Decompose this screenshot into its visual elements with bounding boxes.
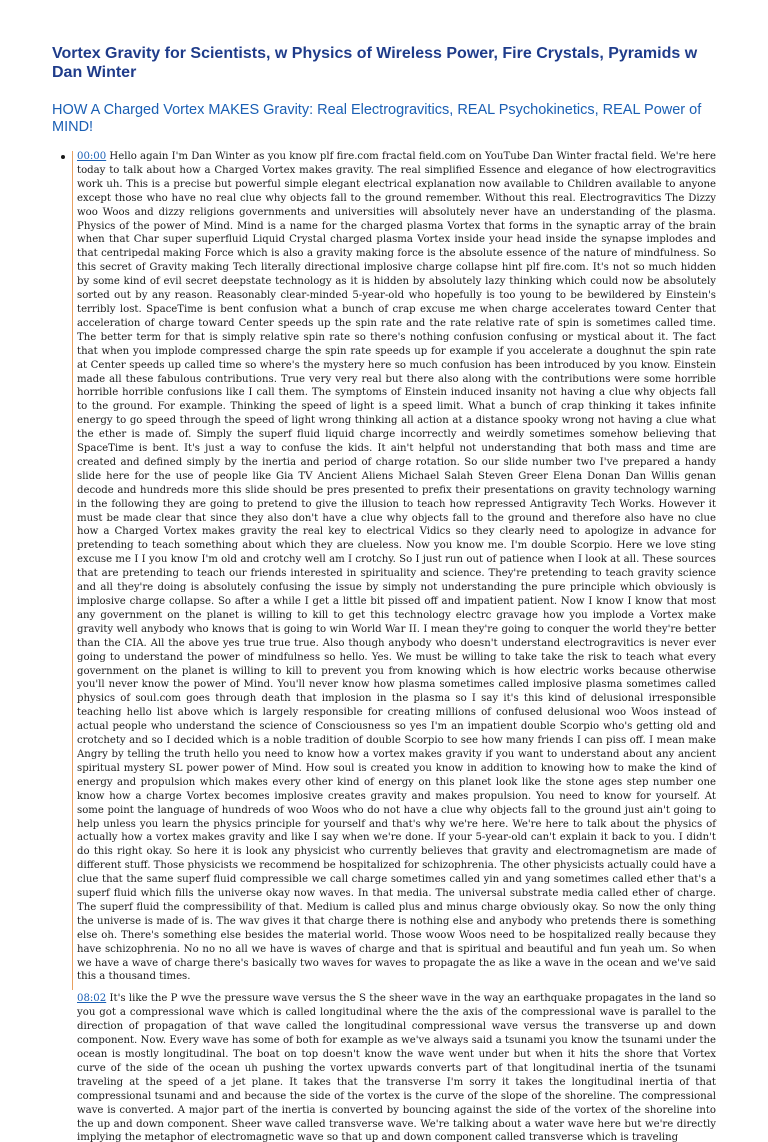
transcript-segment <box>74 992 716 1142</box>
page-title: Vortex Gravity for Scientists, w Physics of Wireless Power, Fire Crystals, Pyramids w Dan Winter <box>52 45 698 81</box>
timestamp-link[interactable]: 08:02 <box>77 993 107 1005</box>
transcript-list <box>52 150 716 1142</box>
segment-text: Hello again I'm Dan Winter as you know plf fire.com fractal field.com on YouTube Dan Winter fractal field. We're here today to talk about how a Charged Vortex makes gravity. The real simplified Essence and elegance of how electrogravitics work uh. This is a precise but powerful simple elegant electrical explanation now available to Children available to anyone except those who have no real clue why objects fall to the ground remember. Without this real. Electrogravitics The Dizzy woo Woos and dizzy religions governments and universities will absolutely never have an understanding of the plasma. Physics of the power of Mind. Mind is a name for the charged plasma Vortex that forms in the synaptic array of the brain when that Char super superfluid Liquid Crystal charged plasma Vortex inside your head inside the synapse implodes and that centripedal making Force which is also a gravity making force is the absolute essence of the nature of mindfulness. So this secret of Gravity making Tech literally directional implosive charge collapse hint plf fire.com. It's not so much hidden by some kind of evil secret deepstate technology as it is hidden by absolutely lazy thinking which could now be absolutely sorted out by any reason. Reasonably clear-minded 5-year-old who hopefully is too young to be bewildered by Einstein's terribly lost. SpaceTime is bent confusion what a bunch of crap excuse me when charge accelerates toward Center that acceleration of charge toward Center speeds up the spin rate and the rate relative rate of spin is sometimes called time. The better term for that is simply relative spin rate so there's nothing confusion confusing or mystical about it. The fact that when you implode compressed charge the spin rate speeds up for example if you accelerate a doughnut the spin rate at Center speeds up called time so where's the mystery here so much confusion has been introduced by you know. Einstein made all these fabulous contributions. True very very real but there also along with the contributions were some horrible horrible horrible confusions like I call them. The symptoms of Einstein induced insanity not having a clue why objects fall to the ground. For example. Thinking the speed of light is a speed limit. What a bunch of crap thinking it takes infinite energy to go speed through the speed of light wrong thinking all action at a distance spooky wrong not having a clue what the ether is made of. Simply the superf fluid liquid charge incorrectly and weirdly sometimes somehow believing that SpaceTime is bent. It's just a way to confuse the kids. It ain't helpful not understanding that both mass and time are created and defined simply by the inertia and period of charge rotation. So our slide number two I've prepared a handy slide here for the use of people like Gia TV Ancient Aliens Michael Salah Steven Greer Elena Donan Dan Willis genan decode and hundreds more this slide should be pres presented to prefix their presentations on gravity technology warning in the following they are going to pretend to give the illusion to teach how repressed Antigravity Tech Works. However it must be made clear that since they also don't have a clue why objects fall to the ground and therefore also have no clue how a Charged Vortex makes gravity the real key to electrical Vidics so they clearly need to apologize in advance for pretending to teach something about which they are clueless. Now you know me. I'm double Scorpio. Here we love sting excuse me I I you know I'm old and crotchy well am I crotchy. So I just run out of patience when I look at all. These sources that are pretending to teach our friends interested in spirituality and science. They're pretending to teach gravity science and all they're doing is absolutely confusing the issue by simply not understanding the pure principle which obviously is implosive charge collapse. So after a while I get a little bit pissed off and impatient patient. Now I know I know that most any government on the planet is willing to kill to get this technology electrc gravage how you implode a Vortex make gravity well anybody who knows that is going to win World War II. I mean they're going to conquer the world they're better than the CIA. All the above yes true true true. Also though anybody who doesn't understand electrogravitics is never ever going to understand the power of mindfulness so hello. Yes. We must be willing to take take the risk to teach what every government on the planet is willing to kill to prevent you from knowing which is how electric works because otherwise you'll never know the power of Mind. You'll never know how plasma sometimes called implosive plasma sometimes called physics of soul.com goes through death that implosion in the plasma so I say it's this kind of delusional irresponsible teaching hello list above which is largely responsible for creating millions of confused delusional woo Woos instead of actual people who understand the science of Consciousness so yes I'm an impatient double Scorpio who's getting old and crotchety and so I decided which is a noble tradition of double Scorpio to see how many friends I can piss off. I mean make Angry by telling the truth hello you need to know how a vortex makes gravity if you want to understand about any ancient spiritual mystery SL power power of Mind. How soul is created you know in addition to knowing how to make the kind of energy and propulsion which makes every other kind of energy on this planet look like the stone ages step number one know how a charge Vortex becomes implosive creates gravity and makes propulsion. You need to know for yourself. At some point the language of hundreds of woo Woos who do not have a clue why objects fall to the ground just ain't going to help unless you learn the physics principle for yourself and that's why we're here. We're here to talk about the physics of actually how a vortex makes gravity and like I say when we're done. If your 5-year-old can't explain it back to you. I didn't do this right okay. So here it is look any physicist who currently believes that gravity and electromagnetism are made of different stuff. Those physicists we recommend be hospitalized for schizophrenia. The other physicists actually could have a clue that the same superf fluid compressible we call charge sometimes called yin and yang sometimes called ether that's a superf fluid which fills the universe okay now waves. In that media. The universal substrate media called ether of charge. The superf fluid the compressibility of that. Medium is called plus and minus charge obviously okay. So now the only thing the universe is made of is. The wav gives it that charge there is nothing else and anybody who pretends there is something else oh. There's something else besides the material world. Those woow Woos need to be hospitalized really because they have schizophrenia. No no no all we have is waves of charge and that is spiritual and beautiful and fun yeah um. So when we have a wave of charge there's basically two waves for waves to propagate the as like a wave in the ocean and we've said this a thousand times. <box>77 151 716 983</box>
transcript-segment <box>74 150 716 984</box>
timestamp-link[interactable]: 00:00 <box>77 151 107 162</box>
page-subtitle: HOW A Charged Vortex MAKES Gravity: Real Electrogravitics, REAL Psychokinetics, REAL Power of MIND! <box>52 102 702 135</box>
segment-text: It's like the P wve the pressure wave versus the S the sheer wave in the way an earthquake propagates in the land so you got a compressional wave which is called longitudinal where the the axis of the compressional wave is parallel to the direction of propagation of that wave called the longitudinal compressional wave versus the transverse up and down component. Now. Every wave has some of both for example as we've always said a tsunami you know the tsunami under the ocean is mostly longitudinal. The boat on top doesn't know the wave went under but when it hits the shore that Vortex curve of the side of the ocean uh pushing the vortex upwards converts part of that longitudinal inertia of the tsunami traveling at the speed of a jet plane. It takes that the transverse I'm sorry it takes the longitudinal inertia of that compressional tsunami and and because the side of the vortex is the curve of the slope of the shoreline. The compressional wave is converted. A major part of the inertia is converted by bouncing against the side of the vortex of the shoreline into the up and down component. Sheer wave called transverse wave. We're talking about a water wave here but we're directly implying the metaphor of electromagnetic wave so that up and down component called transverse which is traveling <box>77 993 716 1142</box>
segment-highlight-bar <box>72 151 73 990</box>
